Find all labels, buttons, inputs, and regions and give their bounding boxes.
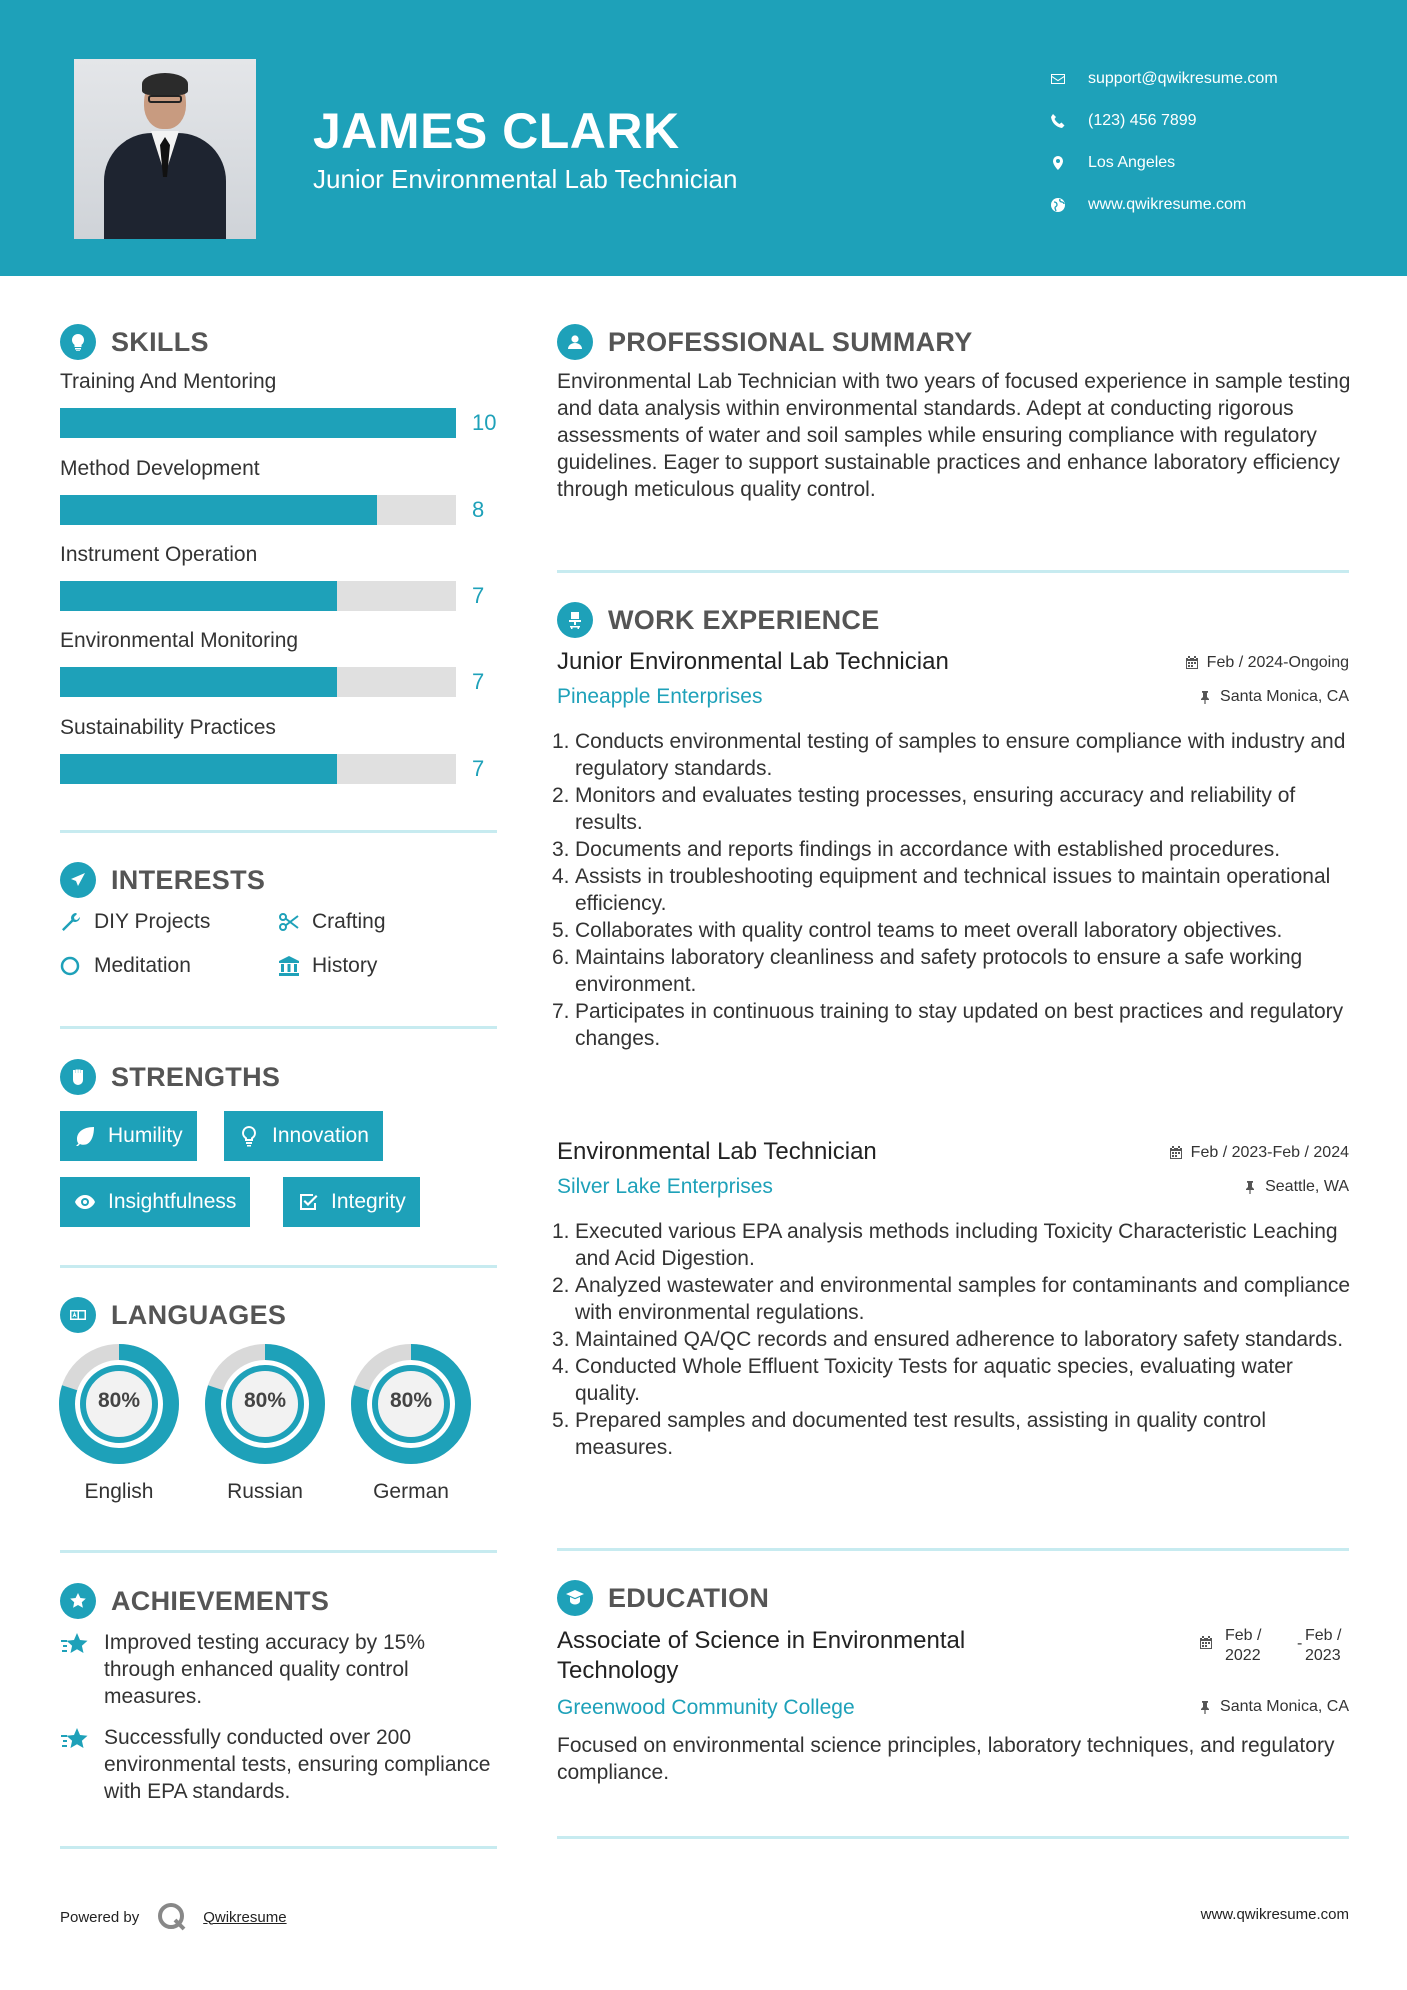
skill-bar: [60, 581, 456, 611]
education-location: Santa Monica, CA: [1198, 1698, 1349, 1716]
skill-value: 7: [472, 756, 485, 781]
lightbulb-icon: [60, 324, 96, 360]
skill-value: 7: [472, 583, 485, 608]
job-title: Environmental Lab Technician: [557, 1138, 877, 1165]
bank-icon: [278, 955, 312, 977]
footer-powered-by: Powered by Qwikresume: [60, 1900, 287, 1934]
job-entry: [552, 648, 1349, 1050]
strength-chip: Insightfulness: [60, 1177, 250, 1227]
education-heading: EDUCATION: [557, 1580, 769, 1616]
achievement-item: Successfully conducted over 200 environmental tests, ensuring compliance with EPA standards.: [60, 1724, 500, 1805]
office-chair-icon: [557, 602, 593, 638]
calendar-icon: [1169, 1146, 1183, 1160]
job-title: Junior Environmental Lab Technician: [557, 648, 949, 675]
duty-item: 5. Prepared samples and documented test results, assisting in quality control measures.: [552, 1409, 1267, 1459]
strength-chip: Integrity: [283, 1177, 420, 1227]
contact-email[interactable]: [1050, 58, 1278, 100]
section-divider: [557, 570, 1349, 573]
eye-icon: [74, 1191, 96, 1213]
phone-text: (123) 456 7899: [1088, 112, 1197, 129]
section-divider: [60, 1026, 497, 1029]
job-date: Feb / 2023-Feb / 2024: [1169, 1144, 1349, 1162]
pushpin-icon: [1198, 1700, 1212, 1714]
strength-chip: Innovation: [224, 1111, 383, 1161]
pushpin-icon: [1198, 690, 1212, 704]
language-percent: 80%: [389, 1389, 433, 1412]
skill-item: Instrument Operation 7: [60, 543, 500, 573]
language-item: [57, 1342, 181, 1504]
skill-bar: [60, 667, 456, 697]
wrench-icon: [60, 911, 94, 933]
graduate-icon: [557, 1580, 593, 1616]
interests-heading: INTERESTS: [60, 862, 265, 898]
language-icon: [60, 1297, 96, 1333]
experience-heading: WORK EXPERIENCE: [557, 602, 880, 638]
language-name: English: [84, 1480, 154, 1503]
duty-list: [552, 728, 1357, 1052]
strength-chip: Humility: [60, 1111, 197, 1161]
phone-icon: [1050, 113, 1088, 129]
summary-text: Environmental Lab Technician with two years of focused experience in sample testing and data analysis within environmental standards. Adept at conducting rigorous assessments of water and soil samples while ensuring compliance with regulatory guidelines. Eager to support sustainable practices and enhance laboratory efficiency through meticulous quality control.: [557, 370, 1351, 501]
duty-item: 5. Collaborates with quality control teams to meet overall laboratory objectives.: [552, 919, 1283, 942]
globe-icon: [1050, 197, 1088, 213]
fist-icon: [60, 1059, 96, 1095]
contact-phone[interactable]: [1050, 100, 1278, 142]
location-text: Los Angeles: [1088, 154, 1176, 171]
job-location: Santa Monica, CA: [1198, 688, 1349, 706]
interest-item: DIY Projects: [60, 910, 210, 934]
skill-bar: [60, 495, 456, 525]
contact-location: [1050, 142, 1278, 184]
duty-item: 1. Executed various EPA analysis methods including Toxicity Characteristic Leaching and Acid Digestion.: [552, 1220, 1338, 1270]
achievements-heading: ACHIEVEMENTS: [60, 1583, 329, 1619]
duty-item: 3. Documents and reports findings in accordance with established procedures.: [552, 838, 1281, 861]
skill-bar: [60, 754, 456, 784]
education-description: Focused on environmental science principles, laboratory techniques, and regulatory compliance.: [557, 1734, 1335, 1784]
skill-value: 8: [472, 497, 485, 522]
check-square-icon: [297, 1191, 319, 1213]
job-date: Feb / 2024-Ongoing: [1185, 654, 1349, 672]
skill-item: Training And Mentoring 10: [60, 370, 500, 400]
map-pin-icon: [1050, 155, 1088, 171]
paper-plane-icon: [60, 862, 96, 898]
interest-item: Crafting: [278, 910, 386, 934]
languages-heading: LANGUAGES: [60, 1297, 286, 1333]
section-divider: [60, 1550, 497, 1553]
section-divider: [60, 830, 497, 833]
brand-link[interactable]: Qwikresume: [203, 1908, 287, 1926]
leaf-icon: [74, 1125, 96, 1147]
school-name: Greenwood Community College: [557, 1696, 855, 1719]
education-date: Feb / 2022 - Feb / 2023: [1199, 1626, 1349, 1666]
envelope-icon: [1050, 71, 1088, 87]
qwikresume-logo-icon: [155, 1900, 189, 1934]
strengths-heading: STRENGTHS: [60, 1059, 280, 1095]
lightbulb-icon: [238, 1125, 260, 1147]
duty-item: 1. Conducts environmental testing of samples to ensure compliance with industry and regulatory standards.: [552, 730, 1346, 780]
candidate-title: Junior Environmental Lab Technician: [313, 164, 738, 194]
summary-heading: PROFESSIONAL SUMMARY: [557, 324, 973, 360]
skills-heading: SKILLS: [60, 324, 209, 360]
skill-item: Sustainability Practices 7: [60, 716, 500, 746]
duty-item: 3. Maintained QA/QC records and ensured adherence to laboratory safety standards.: [552, 1328, 1344, 1351]
profile-photo: [74, 59, 256, 239]
language-name: German: [373, 1480, 449, 1503]
pushpin-icon: [1243, 1180, 1257, 1194]
skill-item: Method Development 8: [60, 457, 500, 487]
duty-list: [552, 1218, 1357, 1461]
job-company: Silver Lake Enterprises: [557, 1175, 773, 1198]
language-percent: 80%: [243, 1389, 287, 1412]
resume-header: [0, 0, 1407, 276]
achievement-item: Improved testing accuracy by 15% through enhanced quality control measures.: [60, 1629, 500, 1710]
language-name: Russian: [227, 1480, 303, 1503]
duty-item: 2. Monitors and evaluates testing processes, ensuring accuracy and reliability of results.: [552, 784, 1296, 834]
job-entry: [552, 1138, 1351, 1459]
contact-website[interactable]: [1050, 184, 1278, 226]
job-location: Seattle, WA: [1243, 1178, 1349, 1196]
skill-bar: [60, 408, 456, 438]
star-icon: [60, 1629, 104, 1710]
section-divider: [557, 1836, 1349, 1839]
education-entry: [557, 1626, 1349, 1784]
interest-item: Meditation: [60, 954, 191, 978]
duty-item: 7. Participates in continuous training to stay updated on best practices and regulatory changes.: [552, 1000, 1344, 1050]
scissors-icon: [278, 911, 312, 933]
email-text: support@qwikresume.com: [1088, 70, 1278, 87]
circle-icon: [60, 955, 94, 977]
interest-item: History: [278, 954, 377, 978]
language-item: [203, 1342, 327, 1504]
candidate-name: JAMES CLARK: [313, 103, 680, 159]
section-divider: [557, 1548, 1349, 1551]
calendar-icon: [1185, 656, 1199, 670]
contact-list: [1050, 58, 1278, 226]
website-text: www.qwikresume.com: [1088, 196, 1247, 213]
degree-title: Associate of Science in Environmental Technology: [557, 1627, 966, 1684]
skill-value: 10: [472, 410, 497, 435]
section-divider: [60, 1265, 497, 1268]
star-icon: [60, 1724, 104, 1805]
duty-item: 4. Conducted Whole Effluent Toxicity Tests for aquatic species, evaluating water quality.: [552, 1355, 1293, 1405]
skill-item: Environmental Monitoring 7: [60, 629, 500, 659]
duty-item: 2. Analyzed wastewater and environmental samples for contaminants and compliance with environmental regulations.: [552, 1274, 1351, 1324]
section-divider: [60, 1846, 497, 1849]
footer-website[interactable]: www.qwikresume.com: [1200, 1906, 1349, 1923]
star-badge-icon: [60, 1583, 96, 1619]
duty-item: 4. Assists in troubleshooting equipment and technical issues to maintain operational efficiency.: [552, 865, 1331, 915]
calendar-icon: [1199, 1636, 1213, 1650]
skill-value: 7: [472, 669, 485, 694]
job-company: Pineapple Enterprises: [557, 685, 763, 708]
language-percent: 80%: [97, 1389, 141, 1412]
duty-item: 6. Maintains laboratory cleanliness and safety protocols to ensure a safe working environment.: [552, 946, 1303, 996]
language-item: [349, 1342, 473, 1504]
user-icon: [557, 324, 593, 360]
